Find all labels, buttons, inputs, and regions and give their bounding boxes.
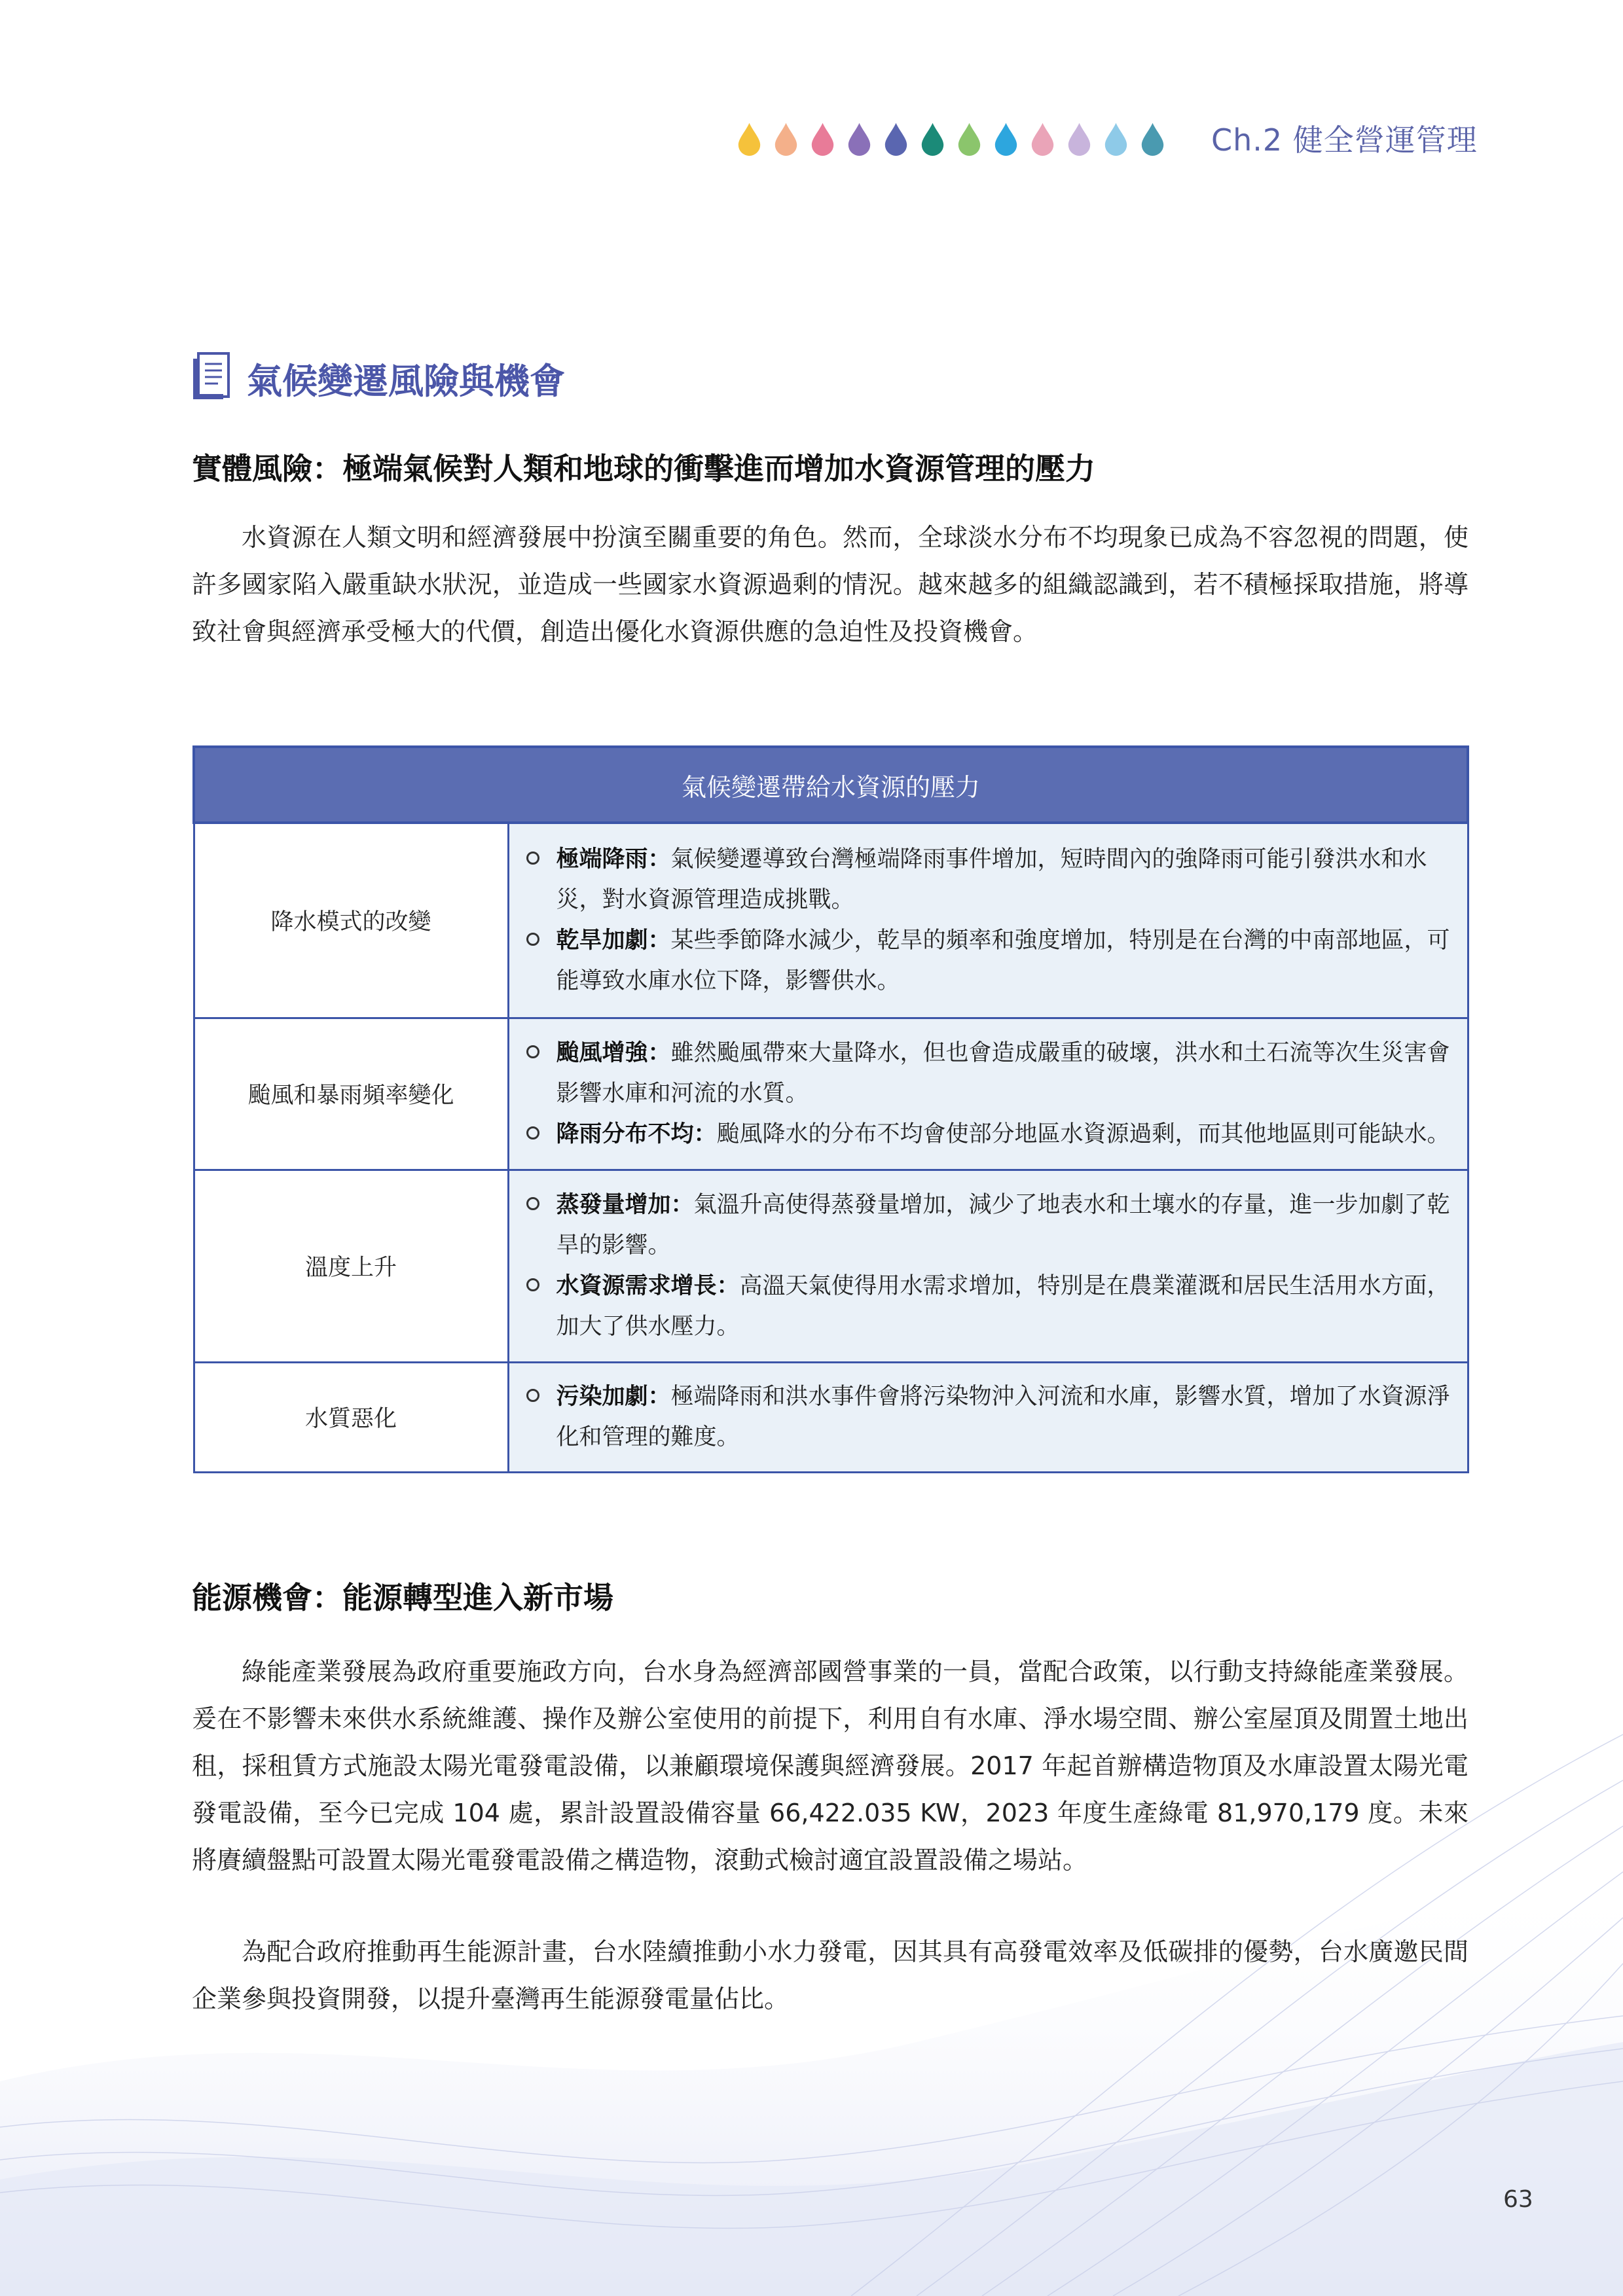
climate-pressure-table <box>192 745 1469 1473</box>
water-drop-icon <box>920 122 945 157</box>
water-drop-icon <box>810 122 835 157</box>
list-item: 蒸發量增加：氣溫升高使得蒸發量增加，減少了地表水和土壤水的存量，進一步加劇了乾旱的影響。 <box>526 1185 1454 1266</box>
water-drop-icon <box>1140 122 1165 157</box>
chapter-title: Ch.2 健全營運管理 <box>1211 122 1478 158</box>
table-row <box>194 823 1468 1018</box>
row-description <box>508 1362 1468 1472</box>
water-drop-icon <box>773 122 799 157</box>
energy-paragraph-1: 綠能產業發展為政府重要施政方向，台水身為經濟部國營事業的一員，當配合政策，以行動支持綠能產業發展。爰在不影響未來供水系統維護、操作及辦公室使用的前提下，利用自有水庫、淨水場空間、辦公室屋頂及閒置土地出租，採租賃方式施設太陽光電發電設備，以兼顧環境保護與經濟發展。2017 年起首辦構造物頂及水庫設置太陽光電發電設備，至今已完成 104 處，累計設置設備容量 66,422.035 KW，2023 年度生產綠電 81,970,179 度。未來將賡續盤點可設置太陽光電發電設備之構造物，滾動式檢討適宜設置設備之場站。 <box>192 1657 1468 1874</box>
page-number: 63 <box>1503 2186 1533 2213</box>
section-title: 氣候變遷風險與機會 <box>247 361 565 402</box>
water-drop-icon <box>847 122 872 157</box>
physical-risk-paragraph: 水資源在人類文明和經濟發展中扮演至關重要的角色。然而，全球淡水分布不均現象已成為不容忽視的問題，使許多國家陷入嚴重缺水狀況，並造成一些國家水資源過剩的情況。越來越多的組織認識到，若不積極採取措施，將導致社會與經濟承受極大的代價，創造出優化水資源供應的急迫性及投資機會。 <box>192 523 1468 646</box>
table-header: 氣候變遷帶給水資源的壓力 <box>194 747 1468 823</box>
table-row <box>194 1170 1468 1362</box>
list-item: 颱風增強：雖然颱風帶來大量降水，但也會造成嚴重的破壞，洪水和土石流等次生災害會影響水庫和河流的水質。 <box>526 1033 1454 1114</box>
list-item: 降雨分布不均：颱風降水的分布不均會使部分地區水資源過剩，而其他地區則可能缺水。 <box>526 1114 1454 1155</box>
physical-risk-heading: 實體風險：極端氣候對人類和地球的衝擊進而增加水資源管理的壓力 <box>192 451 1095 486</box>
water-drop-icon <box>883 122 909 157</box>
row-category: 颱風和暴雨頻率變化 <box>194 1018 508 1170</box>
water-drop-icon <box>1030 122 1055 157</box>
water-drop-icon <box>1103 122 1129 157</box>
water-drop-icon <box>737 122 762 157</box>
list-item: 污染加劇：極端降雨和洪水事件會將污染物沖入河流和水庫，影響水質，增加了水資源淨化和管理的難度。 <box>526 1376 1454 1458</box>
list-item: 極端降雨：氣候變遷導致台灣極端降雨事件增加，短時間內的強降雨可能引發洪水和水災，對水資源管理造成挑戰。 <box>526 839 1454 920</box>
water-drop-icon <box>1067 122 1092 157</box>
row-category: 水質惡化 <box>194 1362 508 1472</box>
row-description <box>508 1018 1468 1170</box>
color-drops <box>737 118 1165 157</box>
water-drop-icon <box>993 122 1019 157</box>
row-category: 溫度上升 <box>194 1170 508 1362</box>
row-description <box>508 1170 1468 1362</box>
document-icon <box>192 352 231 401</box>
list-item: 乾旱加劇：某些季節降水減少，乾旱的頻率和強度增加，特別是在台灣的中南部地區，可能導致水庫水位下降，影響供水。 <box>526 920 1454 1001</box>
table-row <box>194 1018 1468 1170</box>
list-item: 水資源需求增長：高溫天氣使得用水需求增加，特別是在農業灌溉和居民生活用水方面，加大了供水壓力。 <box>526 1266 1454 1347</box>
water-drop-icon <box>957 122 982 157</box>
table-row <box>194 1362 1468 1472</box>
row-description <box>508 823 1468 1018</box>
row-category: 降水模式的改變 <box>194 823 508 1018</box>
energy-paragraph-2: 為配合政府推動再生能源計畫，台水陸續推動小水力發電，因其具有高發電效率及低碳排的優勢，台水廣邀民間企業參與投資開發，以提升臺灣再生能源發電量佔比。 <box>192 1937 1468 2013</box>
energy-heading: 能源機會：能源轉型進入新市場 <box>192 1580 613 1615</box>
